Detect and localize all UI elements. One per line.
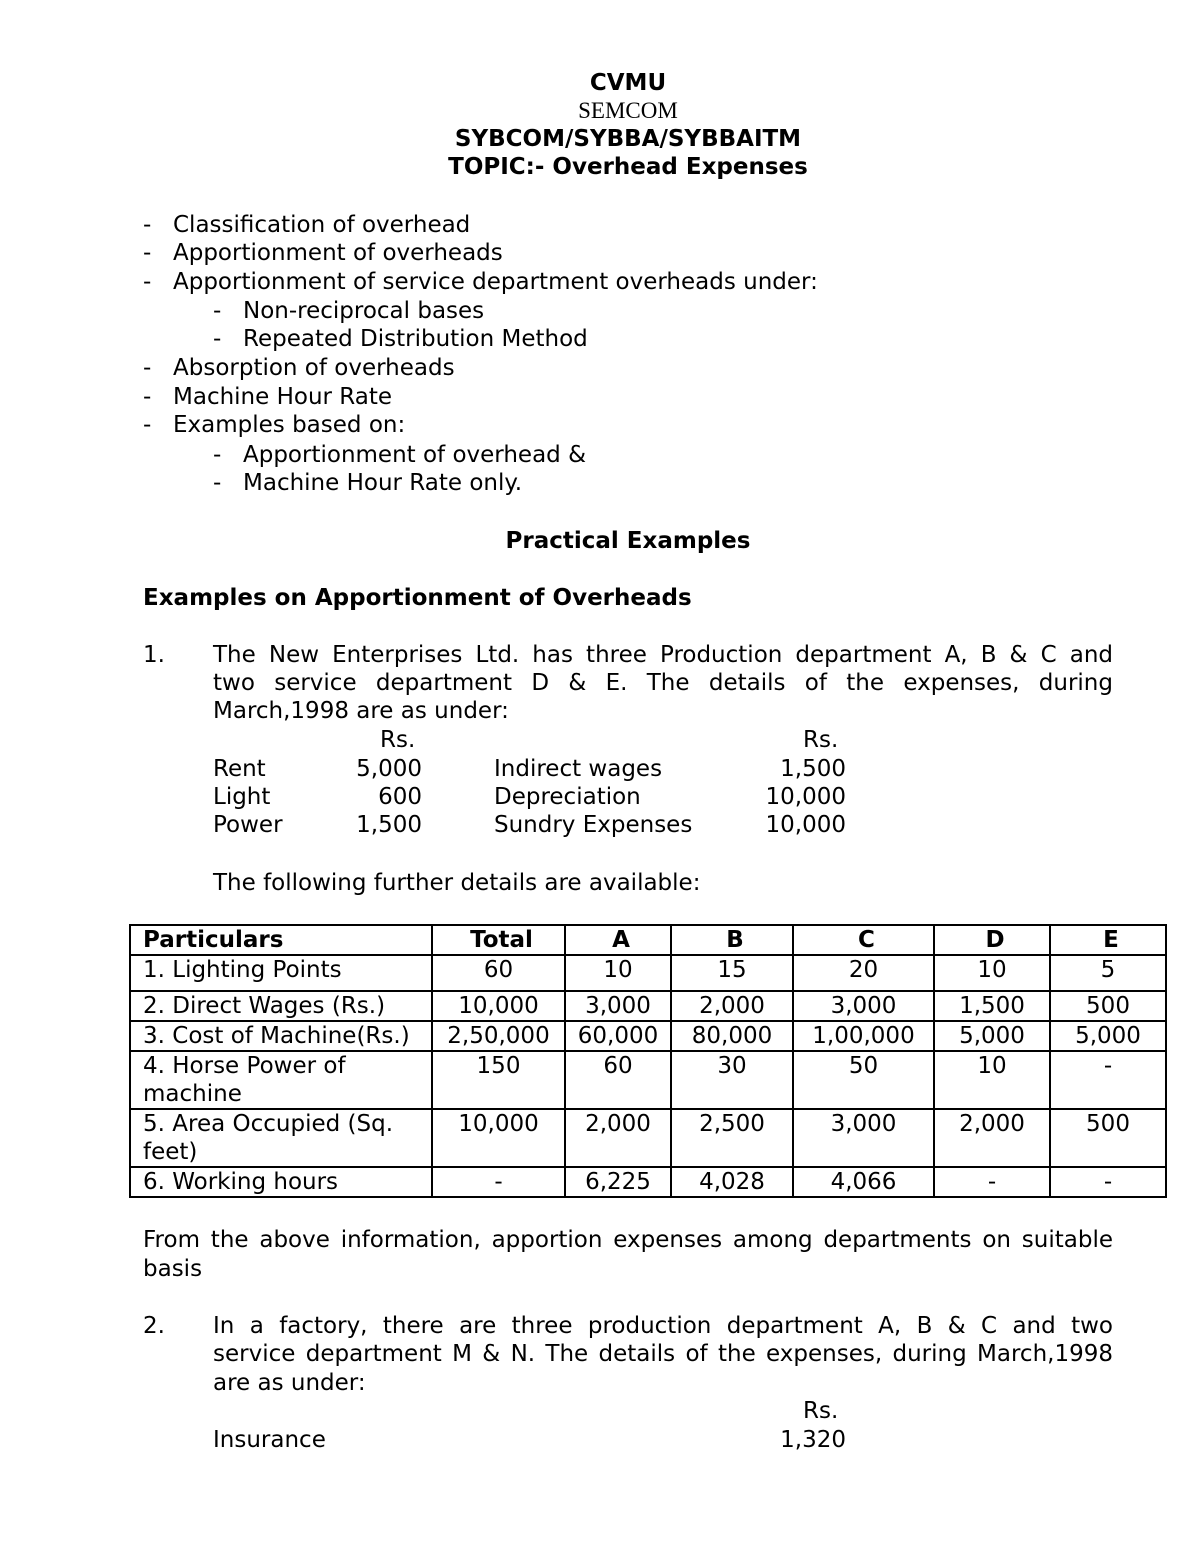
table-cell: 3,000: [793, 1109, 934, 1167]
table-row: [130, 1051, 1166, 1109]
column-header: Particulars: [130, 925, 432, 955]
page-title: TOPIC:- Overhead Expenses: [448, 154, 808, 180]
example-number: 2.: [143, 1313, 165, 1339]
table-cell: 1,00,000: [793, 1021, 934, 1051]
table-cell: 10,000: [432, 1109, 565, 1167]
expense-label: Insurance: [213, 1427, 326, 1453]
table-cell: -: [934, 1167, 1050, 1197]
table-cell: -: [432, 1167, 565, 1197]
subsection-title: Examples on Apportionment of Overheads: [143, 585, 692, 611]
table-cell: 2,000: [671, 991, 793, 1021]
table-cell: 1. Lighting Points: [130, 955, 432, 991]
table-row: [130, 1021, 1166, 1051]
table-row: [130, 1167, 1166, 1197]
table-cell: 80,000: [671, 1021, 793, 1051]
table-cell: 2,000: [565, 1109, 671, 1167]
table-cell: 10: [934, 955, 1050, 991]
example-text: March,1998 are as under:: [213, 698, 509, 724]
table-cell: 2,500: [671, 1109, 793, 1167]
list-item: - Apportionment of overheads: [143, 240, 503, 266]
table-cell: 2,50,000: [432, 1021, 565, 1051]
table-cell: 5,000: [934, 1021, 1050, 1051]
example-number: 1.: [143, 642, 165, 668]
column-header: D: [934, 925, 1050, 955]
example-text: In a factory, there are three production department A, B & C and two: [213, 1313, 1113, 1339]
table-cell: 3,000: [565, 991, 671, 1021]
expense-label: Indirect wages: [494, 756, 663, 782]
table-cell: 150: [432, 1051, 565, 1109]
table-header-row: [130, 925, 1166, 955]
expense-amount: 10,000: [765, 812, 846, 838]
example-text: two service department D & E. The details of the expenses, during: [213, 670, 1113, 696]
university-name: CVMU: [589, 70, 667, 96]
column-header: E: [1050, 925, 1166, 955]
table-row: [130, 1109, 1166, 1167]
table-cell: 3,000: [793, 991, 934, 1021]
list-item: - Absorption of overheads: [143, 355, 455, 381]
expense-label: Sundry Expenses: [494, 812, 693, 838]
table-cell: 500: [1050, 991, 1166, 1021]
details-table: [129, 924, 1167, 1198]
table-cell: 60: [565, 1051, 671, 1109]
list-item: - Apportionment of service department overheads under:: [143, 269, 818, 295]
table-cell: 6,225: [565, 1167, 671, 1197]
list-subitem: - Apportionment of overhead &: [213, 442, 587, 468]
column-header: A: [565, 925, 671, 955]
table-row: [130, 991, 1166, 1021]
list-subitem: - Repeated Distribution Method: [213, 326, 588, 352]
list-item: - Classification of overhead: [143, 212, 471, 238]
list-item: - Machine Hour Rate: [143, 384, 393, 410]
expense-amount: 1,500: [780, 756, 846, 782]
table-cell: 50: [793, 1051, 934, 1109]
expense-amount: 1,500: [356, 812, 422, 838]
list-subitem: - Non-reciprocal bases: [213, 298, 485, 324]
example-text: are as under:: [213, 1370, 366, 1396]
table-cell: -: [1050, 1167, 1166, 1197]
expense-amount: 10,000: [765, 784, 846, 810]
table-cell: 20: [793, 955, 934, 991]
column-header: Total: [432, 925, 565, 955]
table-cell: 5. Area Occupied (Sq. feet): [130, 1109, 432, 1167]
table-cell: 6. Working hours: [130, 1167, 432, 1197]
expense-amount: 5,000: [356, 756, 422, 782]
currency-label: Rs.: [803, 727, 839, 753]
expense-label: Power: [213, 812, 283, 838]
table-cell: 5,000: [1050, 1021, 1166, 1051]
table-cell: 5: [1050, 955, 1166, 991]
table-cell: 15: [671, 955, 793, 991]
example-text: service department M & N. The details of the expenses, during March,1998: [213, 1341, 1113, 1367]
table-cell: 10: [934, 1051, 1050, 1109]
instruction-text: From the above information, apportion expenses among departments on suitable: [143, 1227, 1113, 1253]
table-cell: 30: [671, 1051, 793, 1109]
class-list: SYBCOM/SYBBA/SYBBAITM: [454, 126, 802, 152]
instruction-text: basis: [143, 1256, 203, 1282]
table-cell: 3. Cost of Machine(Rs.): [130, 1021, 432, 1051]
expense-label: Light: [213, 784, 271, 810]
example-text: The New Enterprises Ltd. has three Production department A, B & C and: [213, 642, 1113, 668]
table-cell: 10: [565, 955, 671, 991]
list-item: - Examples based on:: [143, 412, 406, 438]
currency-label: Rs.: [803, 1398, 839, 1424]
column-header: C: [793, 925, 934, 955]
table-row: [130, 955, 1166, 991]
expense-amount: 1,320: [780, 1427, 846, 1453]
section-title: Practical Examples: [505, 528, 751, 554]
table-cell: 1,500: [934, 991, 1050, 1021]
table-cell: 4,028: [671, 1167, 793, 1197]
column-header: B: [671, 925, 793, 955]
table-cell: 2,000: [934, 1109, 1050, 1167]
expense-amount: 600: [378, 784, 422, 810]
table-cell: 4. Horse Power of machine: [130, 1051, 432, 1109]
list-subitem: - Machine Hour Rate only.: [213, 470, 523, 496]
expense-label: Depreciation: [494, 784, 641, 810]
table-cell: -: [1050, 1051, 1166, 1109]
table-cell: 60: [432, 955, 565, 991]
expense-label: Rent: [213, 756, 266, 782]
college-name: SEMCOM: [578, 98, 678, 123]
further-details-text: The following further details are available:: [213, 870, 701, 896]
table-cell: 4,066: [793, 1167, 934, 1197]
table-cell: 2. Direct Wages (Rs.): [130, 991, 432, 1021]
currency-label: Rs.: [380, 727, 416, 753]
table-cell: 60,000: [565, 1021, 671, 1051]
table-cell: 10,000: [432, 991, 565, 1021]
table-cell: 500: [1050, 1109, 1166, 1167]
